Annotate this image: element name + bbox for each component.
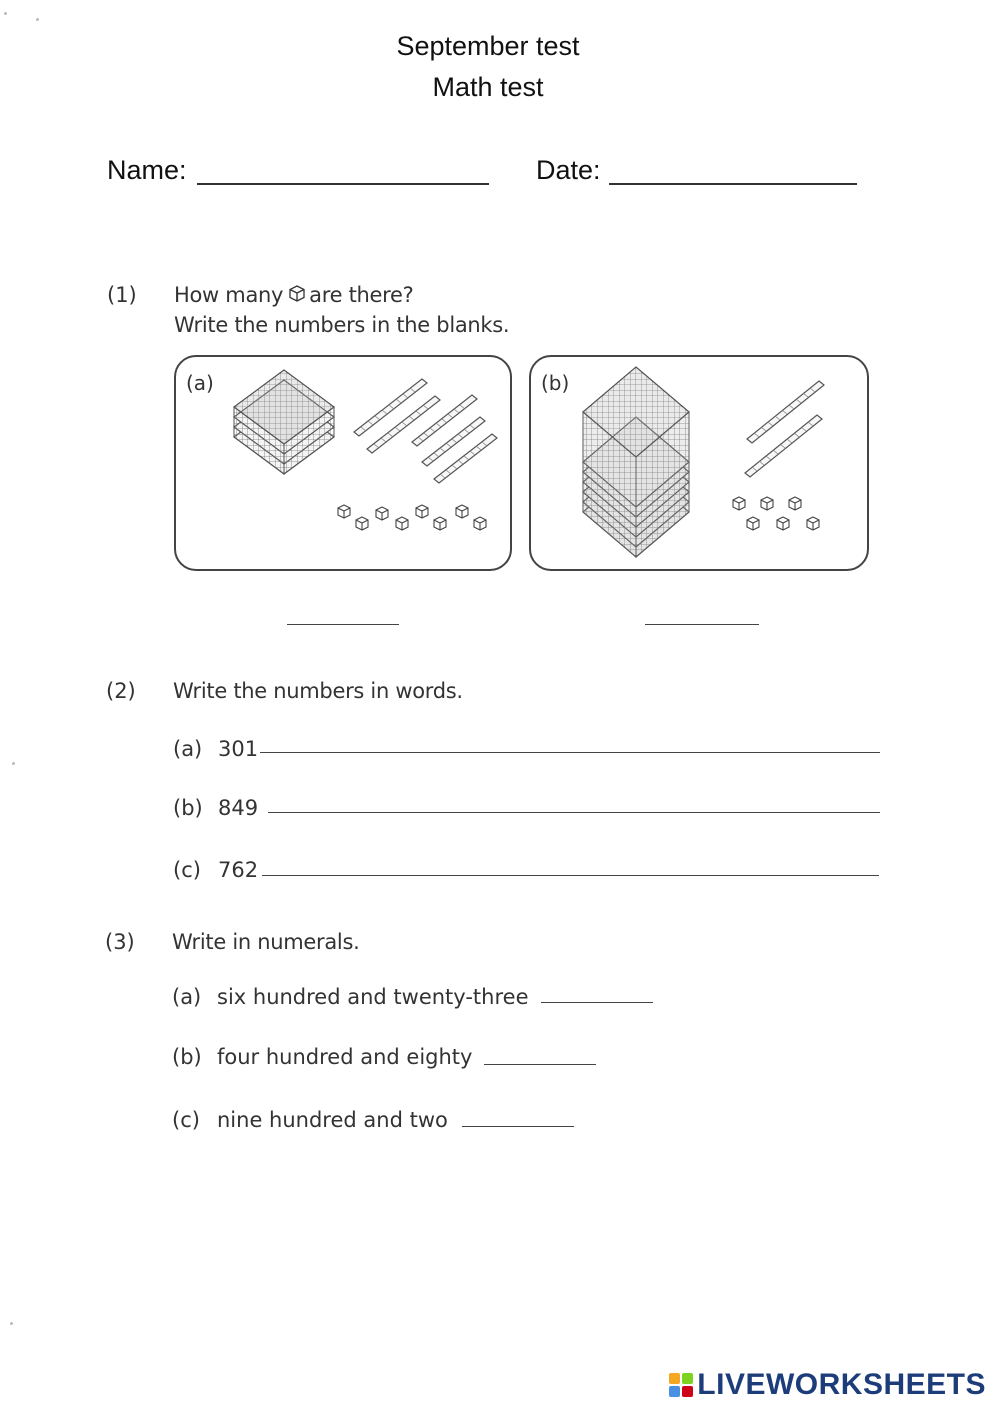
question-3b-answer-field[interactable] (484, 1064, 596, 1065)
question-1-text: How many (174, 283, 284, 307)
question-2c-label: (c) (173, 858, 201, 882)
ones-cubes-a (338, 505, 486, 530)
question-3a-value: six hundred and twenty-three (217, 985, 529, 1009)
base-ten-blocks-a (176, 357, 510, 569)
hundreds-flats-b (583, 367, 689, 557)
question-2-number: (2) (106, 679, 136, 703)
question-1-text-after: are there? (309, 283, 414, 307)
scan-speck (36, 18, 39, 21)
question-2a-label: (a) (173, 737, 203, 761)
question-2b-answer-field[interactable] (268, 812, 880, 813)
tens-rods-b (745, 381, 824, 477)
unit-cube-icon (289, 283, 305, 307)
base-ten-panel-b (529, 355, 869, 571)
panel-b-label: (b) (541, 371, 570, 395)
scan-speck (10, 1322, 13, 1325)
ones-cubes-b (733, 497, 819, 530)
question-3c-label: (c) (172, 1108, 200, 1132)
name-label: Name: (107, 155, 187, 185)
question-3b-label: (b) (172, 1045, 202, 1069)
question-1-text-line2: Write the numbers in the blanks. (174, 313, 510, 337)
panel-a-label: (a) (186, 371, 214, 395)
base-ten-panel-a (174, 355, 512, 571)
date-field[interactable] (609, 183, 857, 185)
question-3c-answer-field[interactable] (462, 1126, 574, 1127)
question-1a-answer-field[interactable] (287, 624, 399, 625)
name-field[interactable] (197, 183, 489, 185)
question-1-prompt (174, 283, 414, 307)
question-2a-value: 301 (218, 737, 259, 761)
question-2a-answer-field[interactable] (260, 752, 880, 753)
question-2c-answer-field[interactable] (262, 875, 879, 876)
test-title: September test (396, 31, 580, 61)
liveworksheets-logo-icon (669, 1373, 693, 1397)
question-3-number: (3) (105, 930, 135, 954)
question-2c-value: 762 (218, 858, 259, 882)
question-3c-value: nine hundred and two (217, 1108, 448, 1132)
question-2b-value: 849 (218, 796, 259, 820)
logo-text: LIVEWORKSHEETS (697, 1368, 986, 1401)
test-subtitle: Math test (432, 72, 544, 102)
question-1b-answer-field[interactable] (645, 624, 759, 625)
date-label: Date: (536, 155, 601, 185)
liveworksheets-logo (669, 1368, 986, 1402)
scan-speck (4, 12, 7, 15)
question-3a-label: (a) (172, 985, 202, 1009)
hundreds-flats-a (234, 370, 334, 474)
question-3b-value: four hundred and eighty (217, 1045, 473, 1069)
question-2-text: Write the numbers in words. (173, 679, 463, 703)
question-2b-label: (b) (173, 796, 203, 820)
base-ten-blocks-b (531, 357, 867, 569)
tens-rods-a (354, 379, 497, 483)
scan-speck (12, 762, 15, 765)
question-3-text: Write in numerals. (172, 930, 360, 954)
question-3a-answer-field[interactable] (541, 1002, 653, 1003)
question-1-number: (1) (107, 283, 137, 307)
